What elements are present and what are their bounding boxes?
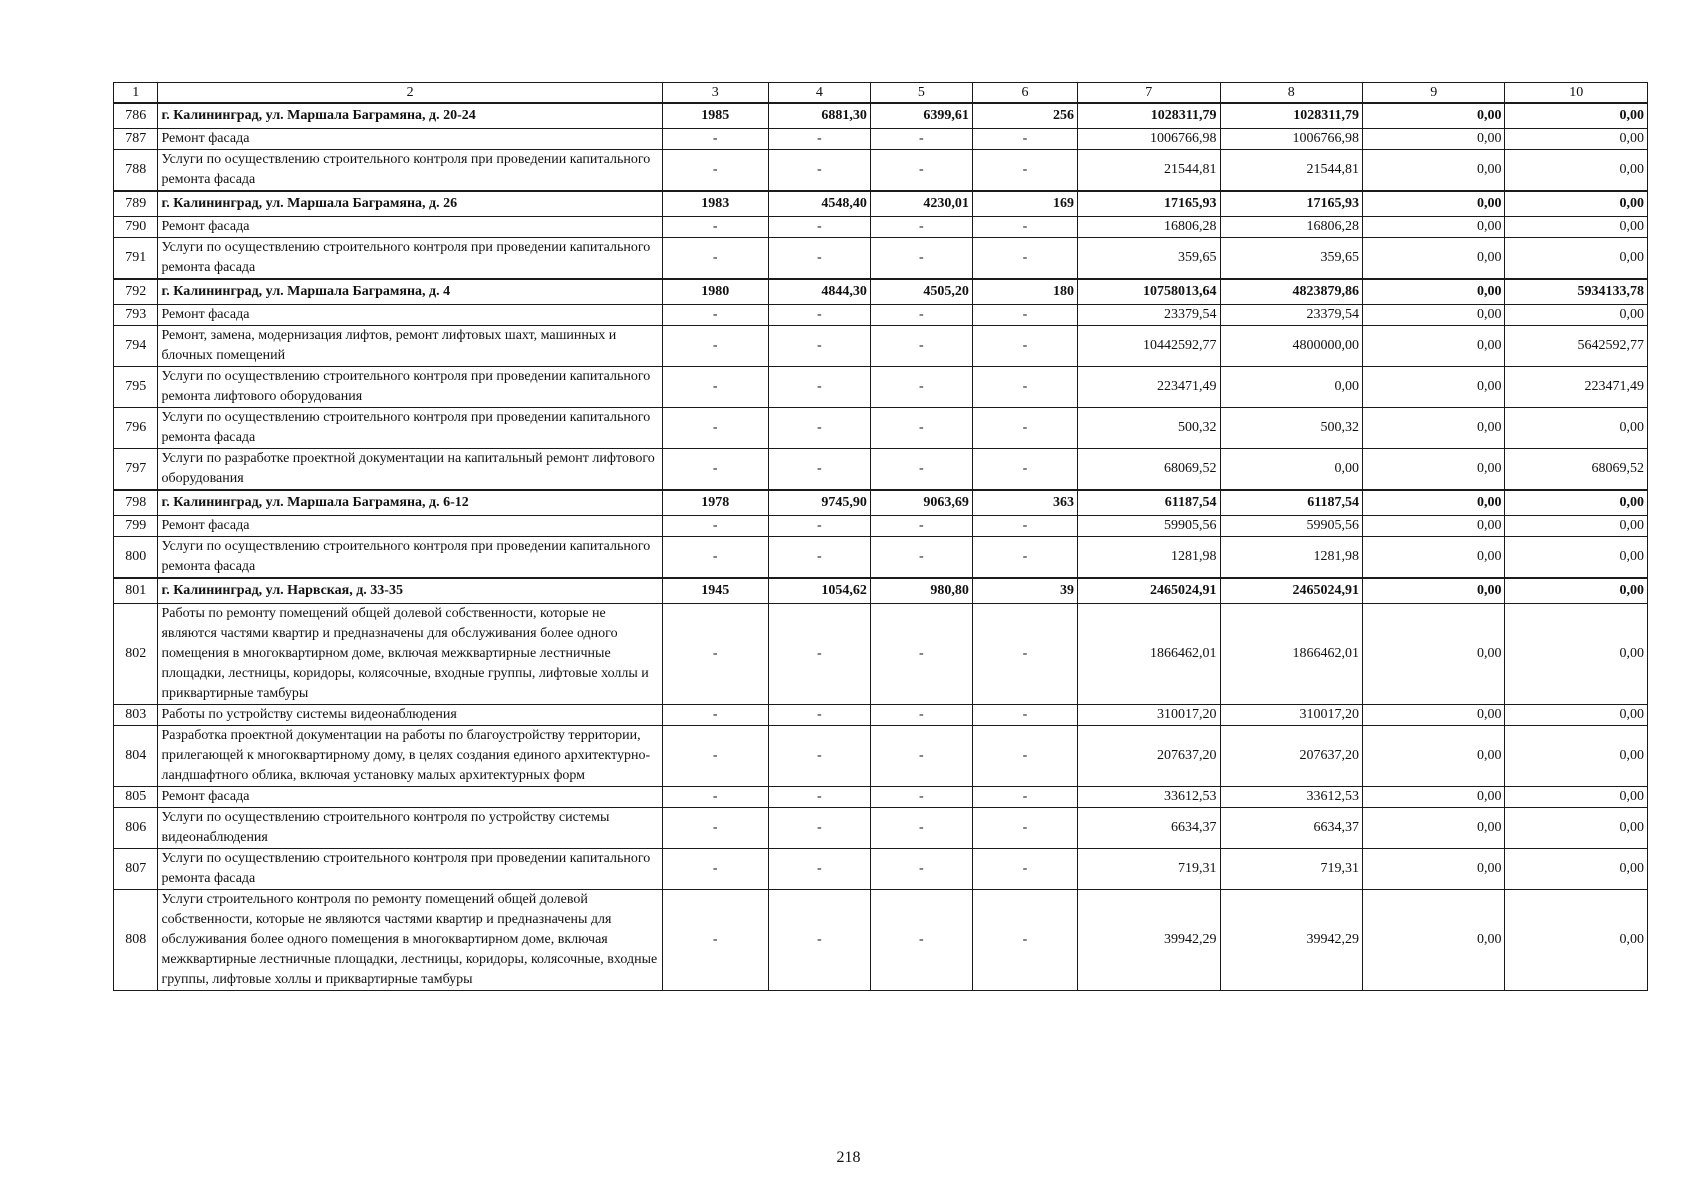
year-built-cell: - [662, 890, 768, 991]
total-area-cell: 4844,30 [768, 279, 870, 305]
residents-count-cell: - [972, 449, 1077, 491]
year-built-cell: - [662, 150, 768, 192]
residential-area-cell: - [870, 516, 972, 537]
row-number-cell: 801 [114, 578, 158, 604]
cost-budget-cell: 0,00 [1362, 604, 1504, 705]
work-item-row [114, 150, 1648, 192]
cost-owners-cell: 0,00 [1505, 217, 1648, 238]
total-area-cell: - [768, 849, 870, 890]
residents-count-cell: - [972, 705, 1077, 726]
cost-budget-cell: 0,00 [1362, 279, 1504, 305]
header-cell: 7 [1078, 83, 1220, 104]
cost-fund-cell: 6634,37 [1220, 808, 1362, 849]
cost-budget-cell: 0,00 [1362, 191, 1504, 217]
cost-owners-cell: 0,00 [1505, 705, 1648, 726]
total-cost-cell: 10758013,64 [1078, 279, 1220, 305]
work-item-row [114, 129, 1648, 150]
cost-fund-cell: 0,00 [1220, 449, 1362, 491]
row-number-cell: 803 [114, 705, 158, 726]
description-cell: Ремонт фасада [158, 787, 662, 808]
year-built-cell: - [662, 305, 768, 326]
description-cell: Ремонт фасада [158, 305, 662, 326]
description-cell: Услуги строительного контроля по ремонту помещений общей долевой собственности, которые не являются частями квартир и предназначены для обслуживания более одного помещения в многоквартирном доме, включая межквартирные лестничные площадки, лестницы, коридоры, колясочные, входные группы, лифтовые холлы и приквартирные тамбуры [158, 890, 662, 991]
description-cell: г. Калининград, ул. Нарвская, д. 33-35 [158, 578, 662, 604]
cost-owners-cell: 68069,52 [1505, 449, 1648, 491]
residential-area-cell: 980,80 [870, 578, 972, 604]
description-cell: Ремонт фасада [158, 516, 662, 537]
cost-owners-cell: 0,00 [1505, 191, 1648, 217]
header-cell: 2 [158, 83, 662, 104]
row-number-cell: 796 [114, 408, 158, 449]
row-number-cell: 800 [114, 537, 158, 579]
residential-area-cell: 4505,20 [870, 279, 972, 305]
work-item-row [114, 305, 1648, 326]
residents-count-cell: - [972, 726, 1077, 787]
residents-count-cell: - [972, 305, 1077, 326]
cost-owners-cell: 0,00 [1505, 150, 1648, 192]
address-row [114, 103, 1648, 129]
total-cost-cell: 1028311,79 [1078, 103, 1220, 129]
total-area-cell: - [768, 238, 870, 280]
work-item-row [114, 408, 1648, 449]
cost-owners-cell: 5642592,77 [1505, 326, 1648, 367]
cost-budget-cell: 0,00 [1362, 217, 1504, 238]
residents-count-cell: - [972, 849, 1077, 890]
description-cell: Работы по устройству системы видеонаблюдения [158, 705, 662, 726]
cost-fund-cell: 207637,20 [1220, 726, 1362, 787]
description-cell: Ремонт, замена, модернизация лифтов, ремонт лифтовых шахт, машинных и блочных помещений [158, 326, 662, 367]
work-item-row [114, 326, 1648, 367]
total-area-cell: - [768, 150, 870, 192]
total-cost-cell: 17165,93 [1078, 191, 1220, 217]
cost-budget-cell: 0,00 [1362, 367, 1504, 408]
total-cost-cell: 223471,49 [1078, 367, 1220, 408]
work-item-row [114, 238, 1648, 280]
total-area-cell: - [768, 367, 870, 408]
year-built-cell: 1985 [662, 103, 768, 129]
residential-area-cell: - [870, 326, 972, 367]
cost-fund-cell: 0,00 [1220, 367, 1362, 408]
year-built-cell: 1945 [662, 578, 768, 604]
row-number-cell: 788 [114, 150, 158, 192]
work-item-row [114, 705, 1648, 726]
year-built-cell: 1983 [662, 191, 768, 217]
cost-budget-cell: 0,00 [1362, 408, 1504, 449]
residents-count-cell: 363 [972, 490, 1077, 516]
year-built-cell: - [662, 217, 768, 238]
header-cell: 8 [1220, 83, 1362, 104]
total-area-cell: - [768, 787, 870, 808]
description-cell: Услуги по осуществлению строительного контроля при проведении капитального ремонта фасада [158, 408, 662, 449]
total-cost-cell: 33612,53 [1078, 787, 1220, 808]
residents-count-cell: 169 [972, 191, 1077, 217]
residential-area-cell: - [870, 408, 972, 449]
header-cell: 4 [768, 83, 870, 104]
cost-budget-cell: 0,00 [1362, 726, 1504, 787]
year-built-cell: - [662, 787, 768, 808]
cost-budget-cell: 0,00 [1362, 808, 1504, 849]
header-cell: 10 [1505, 83, 1648, 104]
work-item-row [114, 787, 1648, 808]
total-area-cell: - [768, 604, 870, 705]
cost-fund-cell: 39942,29 [1220, 890, 1362, 991]
description-cell: Услуги по осуществлению строительного контроля при проведении капитального ремонта фасада [158, 537, 662, 579]
work-item-row [114, 449, 1648, 491]
residents-count-cell: - [972, 516, 1077, 537]
total-cost-cell: 23379,54 [1078, 305, 1220, 326]
cost-budget-cell: 0,00 [1362, 150, 1504, 192]
year-built-cell: 1980 [662, 279, 768, 305]
year-built-cell: - [662, 705, 768, 726]
description-cell: Услуги по осуществлению строительного контроля при проведении капитального ремонта фасада [158, 150, 662, 192]
year-built-cell: - [662, 238, 768, 280]
year-built-cell: - [662, 726, 768, 787]
cost-fund-cell: 1006766,98 [1220, 129, 1362, 150]
cost-owners-cell: 0,00 [1505, 490, 1648, 516]
residents-count-cell: - [972, 537, 1077, 579]
table-body [114, 103, 1648, 991]
cost-owners-cell: 0,00 [1505, 808, 1648, 849]
description-cell: г. Калининград, ул. Маршала Баграмяна, д. 4 [158, 279, 662, 305]
row-number-cell: 799 [114, 516, 158, 537]
row-number-cell: 793 [114, 305, 158, 326]
cost-owners-cell: 0,00 [1505, 103, 1648, 129]
total-area-cell: - [768, 705, 870, 726]
description-cell: г. Калининград, ул. Маршала Баграмяна, д. 20-24 [158, 103, 662, 129]
total-cost-cell: 719,31 [1078, 849, 1220, 890]
cost-fund-cell: 1028311,79 [1220, 103, 1362, 129]
total-area-cell: 1054,62 [768, 578, 870, 604]
total-cost-cell: 39942,29 [1078, 890, 1220, 991]
work-item-row [114, 849, 1648, 890]
total-area-cell: 4548,40 [768, 191, 870, 217]
cost-budget-cell: 0,00 [1362, 103, 1504, 129]
row-number-cell: 805 [114, 787, 158, 808]
cost-budget-cell: 0,00 [1362, 890, 1504, 991]
cost-owners-cell: 0,00 [1505, 849, 1648, 890]
total-cost-cell: 61187,54 [1078, 490, 1220, 516]
cost-fund-cell: 17165,93 [1220, 191, 1362, 217]
total-cost-cell: 21544,81 [1078, 150, 1220, 192]
residential-area-cell: 6399,61 [870, 103, 972, 129]
cost-owners-cell: 0,00 [1505, 537, 1648, 579]
residential-area-cell: - [870, 705, 972, 726]
total-area-cell: - [768, 726, 870, 787]
residents-count-cell: - [972, 150, 1077, 192]
row-number-cell: 798 [114, 490, 158, 516]
year-built-cell: - [662, 408, 768, 449]
cost-budget-cell: 0,00 [1362, 849, 1504, 890]
residents-count-cell: - [972, 326, 1077, 367]
cost-fund-cell: 21544,81 [1220, 150, 1362, 192]
cost-fund-cell: 2465024,91 [1220, 578, 1362, 604]
description-cell: Работы по ремонту помещений общей долевой собственности, которые не являются частями квартир и предназначены для обслуживания более одного помещения в многоквартирном доме, включая межквартирные лестничные площадки, лестницы, коридоры, колясочные, входные группы, лифтовые холлы и приквартирные тамбуры [158, 604, 662, 705]
description-cell: Услуги по осуществлению строительного контроля при проведении капитального ремонта фасада [158, 849, 662, 890]
cost-fund-cell: 359,65 [1220, 238, 1362, 280]
year-built-cell: - [662, 537, 768, 579]
total-cost-cell: 2465024,91 [1078, 578, 1220, 604]
description-cell: г. Калининград, ул. Маршала Баграмяна, д. 6-12 [158, 490, 662, 516]
cost-fund-cell: 1281,98 [1220, 537, 1362, 579]
total-cost-cell: 207637,20 [1078, 726, 1220, 787]
cost-budget-cell: 0,00 [1362, 705, 1504, 726]
residents-count-cell: - [972, 808, 1077, 849]
row-number-cell: 790 [114, 217, 158, 238]
residential-area-cell: - [870, 787, 972, 808]
work-item-row [114, 537, 1648, 579]
year-built-cell: - [662, 808, 768, 849]
year-built-cell: - [662, 604, 768, 705]
description-cell: Ремонт фасада [158, 217, 662, 238]
year-built-cell: - [662, 449, 768, 491]
total-area-cell: - [768, 890, 870, 991]
residents-count-cell: - [972, 408, 1077, 449]
row-number-cell: 807 [114, 849, 158, 890]
row-number-cell: 804 [114, 726, 158, 787]
total-area-cell: - [768, 516, 870, 537]
cost-fund-cell: 59905,56 [1220, 516, 1362, 537]
row-number-cell: 808 [114, 890, 158, 991]
total-area-cell: 9745,90 [768, 490, 870, 516]
description-cell: Услуги по осуществлению строительного контроля при проведении капитального ремонта лифтового оборудования [158, 367, 662, 408]
description-cell: Разработка проектной документации на работы по благоустройству территории, прилегающей к многоквартирному дому, в целях создания единого архитектурно-ландшафтного облика, включая установку малых архитектурных форм [158, 726, 662, 787]
row-number-cell: 806 [114, 808, 158, 849]
residential-area-cell: - [870, 537, 972, 579]
description-cell: Услуги по осуществлению строительного контроля при проведении капитального ремонта фасада [158, 238, 662, 280]
work-item-row [114, 217, 1648, 238]
total-area-cell: - [768, 449, 870, 491]
cost-fund-cell: 310017,20 [1220, 705, 1362, 726]
total-cost-cell: 10442592,77 [1078, 326, 1220, 367]
residential-area-cell: - [870, 604, 972, 705]
cost-fund-cell: 33612,53 [1220, 787, 1362, 808]
residential-area-cell: 9063,69 [870, 490, 972, 516]
cost-budget-cell: 0,00 [1362, 537, 1504, 579]
cost-fund-cell: 1866462,01 [1220, 604, 1362, 705]
cost-fund-cell: 4800000,00 [1220, 326, 1362, 367]
residents-count-cell: - [972, 217, 1077, 238]
residential-area-cell: - [870, 238, 972, 280]
residents-count-cell: - [972, 787, 1077, 808]
work-item-row [114, 604, 1648, 705]
row-number-cell: 787 [114, 129, 158, 150]
total-cost-cell: 500,32 [1078, 408, 1220, 449]
cost-owners-cell: 0,00 [1505, 726, 1648, 787]
page-number: 218 [836, 1149, 861, 1166]
residential-area-cell: - [870, 217, 972, 238]
cost-owners-cell: 0,00 [1505, 129, 1648, 150]
total-cost-cell: 16806,28 [1078, 217, 1220, 238]
work-item-row [114, 890, 1648, 991]
row-number-cell: 795 [114, 367, 158, 408]
cost-owners-cell: 0,00 [1505, 890, 1648, 991]
residents-count-cell: 39 [972, 578, 1077, 604]
total-cost-cell: 68069,52 [1078, 449, 1220, 491]
row-number-cell: 786 [114, 103, 158, 129]
cost-owners-cell: 5934133,78 [1505, 279, 1648, 305]
residents-count-cell: - [972, 367, 1077, 408]
cost-budget-cell: 0,00 [1362, 516, 1504, 537]
residential-area-cell: - [870, 449, 972, 491]
header-cell: 9 [1362, 83, 1504, 104]
cost-owners-cell: 0,00 [1505, 578, 1648, 604]
cost-owners-cell: 223471,49 [1505, 367, 1648, 408]
address-row [114, 191, 1648, 217]
total-cost-cell: 1866462,01 [1078, 604, 1220, 705]
cost-fund-cell: 4823879,86 [1220, 279, 1362, 305]
total-area-cell: - [768, 808, 870, 849]
capital-repair-table [113, 82, 1648, 991]
cost-owners-cell: 0,00 [1505, 516, 1648, 537]
cost-owners-cell: 0,00 [1505, 305, 1648, 326]
total-area-cell: 6881,30 [768, 103, 870, 129]
year-built-cell: 1978 [662, 490, 768, 516]
total-cost-cell: 1006766,98 [1078, 129, 1220, 150]
total-cost-cell: 6634,37 [1078, 808, 1220, 849]
total-cost-cell: 359,65 [1078, 238, 1220, 280]
description-cell: Ремонт фасада [158, 129, 662, 150]
header-cell: 6 [972, 83, 1077, 104]
year-built-cell: - [662, 516, 768, 537]
header-cell: 3 [662, 83, 768, 104]
header-cell: 1 [114, 83, 158, 104]
residential-area-cell: - [870, 150, 972, 192]
year-built-cell: - [662, 326, 768, 367]
cost-owners-cell: 0,00 [1505, 238, 1648, 280]
residents-count-cell: - [972, 604, 1077, 705]
row-number-cell: 794 [114, 326, 158, 367]
cost-budget-cell: 0,00 [1362, 490, 1504, 516]
cost-owners-cell: 0,00 [1505, 787, 1648, 808]
year-built-cell: - [662, 367, 768, 408]
cost-budget-cell: 0,00 [1362, 129, 1504, 150]
description-cell: г. Калининград, ул. Маршала Баграмяна, д. 26 [158, 191, 662, 217]
total-cost-cell: 59905,56 [1078, 516, 1220, 537]
total-area-cell: - [768, 326, 870, 367]
residential-area-cell: 4230,01 [870, 191, 972, 217]
cost-budget-cell: 0,00 [1362, 305, 1504, 326]
year-built-cell: - [662, 129, 768, 150]
address-row [114, 279, 1648, 305]
year-built-cell: - [662, 849, 768, 890]
row-number-cell: 791 [114, 238, 158, 280]
address-row [114, 578, 1648, 604]
description-cell: Услуги по разработке проектной документации на капитальный ремонт лифтового оборудования [158, 449, 662, 491]
residential-area-cell: - [870, 890, 972, 991]
row-number-cell: 797 [114, 449, 158, 491]
row-number-cell: 802 [114, 604, 158, 705]
work-item-row [114, 726, 1648, 787]
cost-fund-cell: 61187,54 [1220, 490, 1362, 516]
column-number-header-row [114, 83, 1648, 104]
total-area-cell: - [768, 129, 870, 150]
address-row [114, 490, 1648, 516]
residents-count-cell: 256 [972, 103, 1077, 129]
cost-owners-cell: 0,00 [1505, 408, 1648, 449]
total-area-cell: - [768, 305, 870, 326]
total-cost-cell: 310017,20 [1078, 705, 1220, 726]
total-area-cell: - [768, 537, 870, 579]
residential-area-cell: - [870, 305, 972, 326]
residential-area-cell: - [870, 129, 972, 150]
work-item-row [114, 516, 1648, 537]
residential-area-cell: - [870, 367, 972, 408]
residential-area-cell: - [870, 849, 972, 890]
cost-fund-cell: 500,32 [1220, 408, 1362, 449]
work-item-row [114, 367, 1648, 408]
cost-fund-cell: 719,31 [1220, 849, 1362, 890]
cost-budget-cell: 0,00 [1362, 787, 1504, 808]
cost-owners-cell: 0,00 [1505, 604, 1648, 705]
total-area-cell: - [768, 217, 870, 238]
total-cost-cell: 1281,98 [1078, 537, 1220, 579]
cost-fund-cell: 16806,28 [1220, 217, 1362, 238]
description-cell: Услуги по осуществлению строительного контроля по устройству системы видеонаблюдения [158, 808, 662, 849]
residents-count-cell: - [972, 238, 1077, 280]
cost-budget-cell: 0,00 [1362, 578, 1504, 604]
header-cell: 5 [870, 83, 972, 104]
row-number-cell: 792 [114, 279, 158, 305]
cost-budget-cell: 0,00 [1362, 326, 1504, 367]
cost-budget-cell: 0,00 [1362, 238, 1504, 280]
cost-budget-cell: 0,00 [1362, 449, 1504, 491]
residents-count-cell: - [972, 129, 1077, 150]
cost-fund-cell: 23379,54 [1220, 305, 1362, 326]
residential-area-cell: - [870, 726, 972, 787]
total-area-cell: - [768, 408, 870, 449]
residents-count-cell: 180 [972, 279, 1077, 305]
residents-count-cell: - [972, 890, 1077, 991]
residential-area-cell: - [870, 808, 972, 849]
row-number-cell: 789 [114, 191, 158, 217]
work-item-row [114, 808, 1648, 849]
